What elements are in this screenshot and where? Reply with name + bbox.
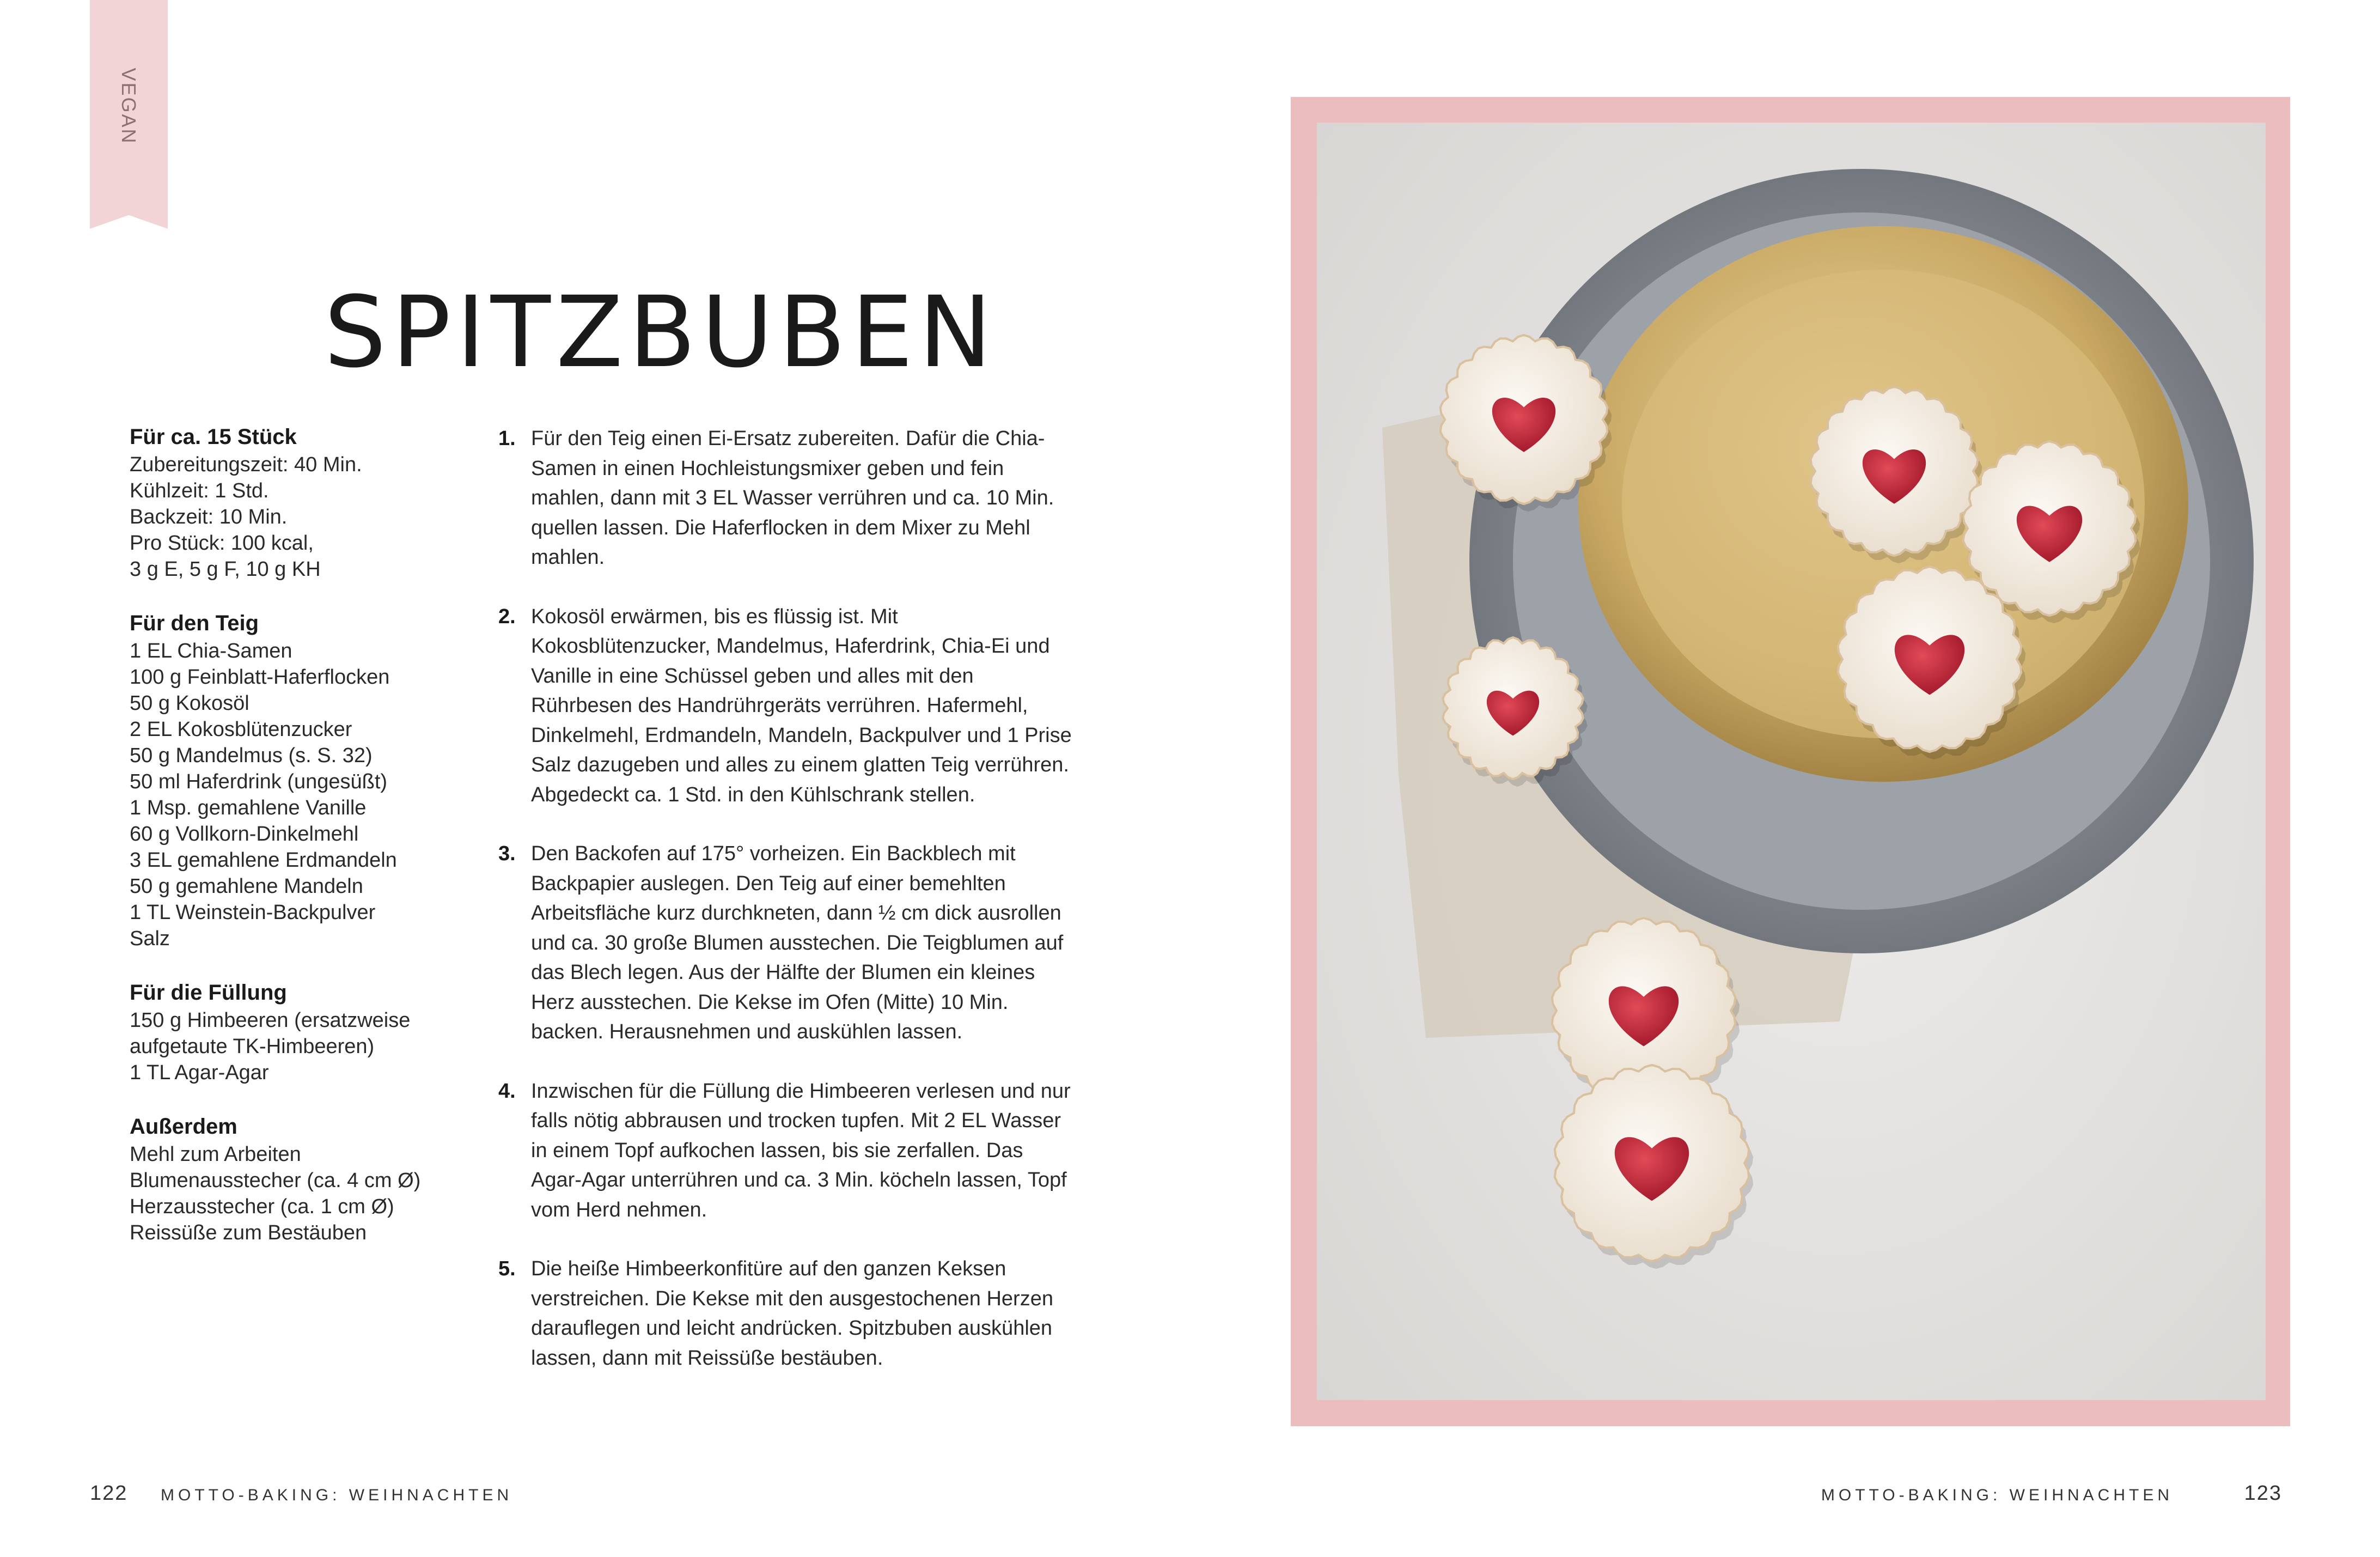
ingredient-line: 60 g Vollkorn-Dinkelmehl (130, 823, 359, 846)
cookie-photo (1317, 123, 2266, 1400)
ingredient-line: 2 EL Kokosblütenzucker (130, 718, 352, 741)
ingredient-line: 3 EL gemahlene Erdmandeln (130, 849, 397, 872)
ingredient-line: 3 g E, 5 g F, 10 g KH (130, 558, 321, 581)
ingredient-line: Zubereitungszeit: 40 Min. (130, 453, 362, 476)
ingredients-column (130, 422, 456, 1272)
ingredient-line: Herzausstecher (ca. 1 cm Ø) (130, 1195, 394, 1218)
ingredient-heading: Für die Füllung (130, 981, 287, 1005)
ingredient-line: 100 g Feinblatt-Haferflocken (130, 666, 390, 689)
ingredient-heading: Für den Teig (130, 611, 259, 635)
step-number: 5. (498, 1257, 516, 1280)
step-text: Den Backofen auf 175° vorheizen. Ein Backblech mit Backpapier auslegen. Den Teig auf einer bemehlten Arbeitsfläche kurz durchkneten, dann ½ cm dick ausrollen und ca. 30 große Blumen ausstechen. Die Teigblumen auf das Blech legen. Aus der Hälfte der Blumen ein kleines Herz ausstechen. Die Kekse im Ofen (Mitte) 10 Min. backen. Herausnehmen und auskühlen lassen. (531, 842, 1064, 1043)
ingredient-line: 1 TL Weinstein-Backpulver (130, 901, 376, 924)
step-number: 3. (498, 842, 516, 865)
ingredient-line: 1 TL Agar-Agar (130, 1061, 269, 1084)
step-text: Kokosöl erwärmen, bis es flüssig ist. Mit Kokosblütenzucker, Mandelmus, Haferdrink, Chia-Ei und Vanille in eine Schüssel geben und alles mit den Rührbesen des Handrührgeräts verrühren. Hafermehl, Dinkelmehl, Erdmandeln, Mandeln, Backpulver und 1 Prise Salz dazugeben und alles zu einem glatten Teig verrühren. Abgedeckt ca. 1 Std. in den Kühlschrank stellen. (531, 605, 1072, 806)
ingredient-line: aufgetaute TK-Himbeeren) (130, 1035, 375, 1058)
ingredient-heading: Für ca. 15 Stück (130, 425, 297, 449)
ingredient-line: 50 ml Haferdrink (ungesüßt) (130, 770, 388, 793)
step-number: 4. (498, 1079, 516, 1103)
step-text: Die heiße Himbeerkonfitüre auf den ganzen Keksen verstreichen. Die Kekse mit den ausgestochenen Herzen darauflegen und leicht andrücken. Spitzbuben auskühlen lassen, dann mit Reissüße bestäuben. (531, 1257, 1053, 1370)
step-number: 1. (498, 427, 516, 450)
ingredient-line: Reissüße zum Bestäuben (130, 1221, 367, 1244)
recipe-title: SPITZBUBEN (324, 275, 998, 390)
ingredient-line: Backzeit: 10 Min. (130, 506, 288, 528)
step-text: Inzwischen für die Füllung die Himbeeren verlesen und nur falls nötig abbrausen und trocken tupfen. Mit 2 EL Wasser in einem Topf aufkochen lassen, bis sie zerfallen. Das Agar-Agar unterrühren und ca. 3 Min. köcheln lassen, Topf vom Herd nehmen. (531, 1079, 1071, 1221)
right-running-header: MOTTO-BAKING: WEIHNACHTEN (1821, 1486, 2173, 1504)
ingredient-line: 1 EL Chia-Samen (130, 640, 292, 662)
ingredient-line: 50 g gemahlene Mandeln (130, 875, 363, 898)
ingredient-line: Blumenausstecher (ca. 4 cm Ø) (130, 1169, 421, 1192)
ingredient-line: Kühlzeit: 1 Std. (130, 479, 269, 502)
recipe-step (498, 1076, 1076, 1225)
vegan-ribbon-label: VEGAN (118, 68, 140, 145)
recipe-step (498, 1254, 1076, 1373)
ingredient-section (130, 422, 456, 582)
ingredient-heading: Außerdem (130, 1115, 237, 1139)
ingredient-section (130, 609, 456, 952)
step-number: 2. (498, 605, 516, 628)
recipe-step (498, 839, 1076, 1047)
ingredient-line: 50 g Mandelmus (s. S. 32) (130, 744, 373, 767)
ingredient-line: Salz (130, 927, 170, 950)
ingredient-line: 1 Msp. gemahlene Vanille (130, 796, 367, 819)
right-page-number: 123 (2244, 1482, 2282, 1505)
ingredient-section (130, 978, 456, 1086)
cookie-photo-illustration (1317, 123, 2266, 1400)
step-text: Für den Teig einen Ei-Ersatz zubereiten. Dafür die Chia-Samen in einen Hochleistungsmixer geben und fein mahlen, dann mit 3 EL Wasser verrühren und ca. 10 Min. quellen lassen. Die Haferflocken in dem Mixer zu Mehl mahlen. (531, 427, 1054, 569)
recipe-step (498, 424, 1076, 573)
ingredient-line: 150 g Himbeeren (ersatzweise (130, 1009, 411, 1032)
ingredient-section (130, 1112, 456, 1246)
steps-column (498, 424, 1076, 1402)
left-running-header: MOTTO-BAKING: WEIHNACHTEN (161, 1486, 513, 1504)
ingredient-line: Pro Stück: 100 kcal, (130, 532, 314, 555)
ingredient-line: Mehl zum Arbeiten (130, 1143, 301, 1166)
recipe-step (498, 602, 1076, 810)
left-page-number: 122 (90, 1482, 128, 1505)
ingredient-line: 50 g Kokosöl (130, 692, 249, 715)
